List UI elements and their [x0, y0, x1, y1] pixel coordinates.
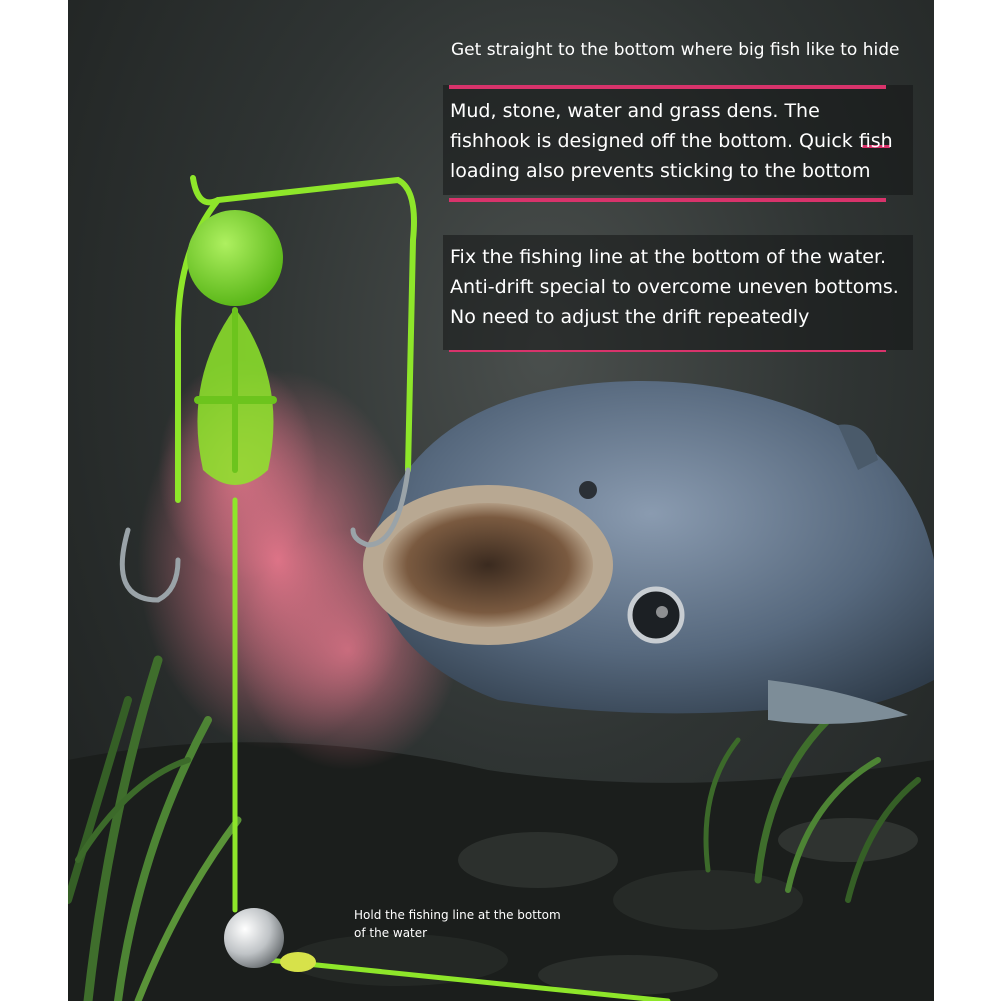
divider-lower: [449, 350, 886, 352]
bottom-note-caption: Hold the fishing line at the bottom of the water: [354, 908, 561, 940]
anti-drift-paragraph: Fix the fishing line at the bottom of the water. Anti-drift special to overcome uneven bottoms. No need to adjust the drift repeatedly: [450, 246, 899, 328]
dens-paragraph: Mud, stone, water and grass dens. The fishhook is designed off the bottom. Quick fish loading also prevents sticking to the bottom: [450, 100, 893, 182]
river-bed: [68, 742, 934, 1001]
divider-middle: [449, 198, 886, 202]
carp: [363, 381, 934, 724]
headline-caption: Get straight to the bottom where big fish like to hide: [451, 40, 900, 60]
divider-top: [449, 85, 886, 89]
